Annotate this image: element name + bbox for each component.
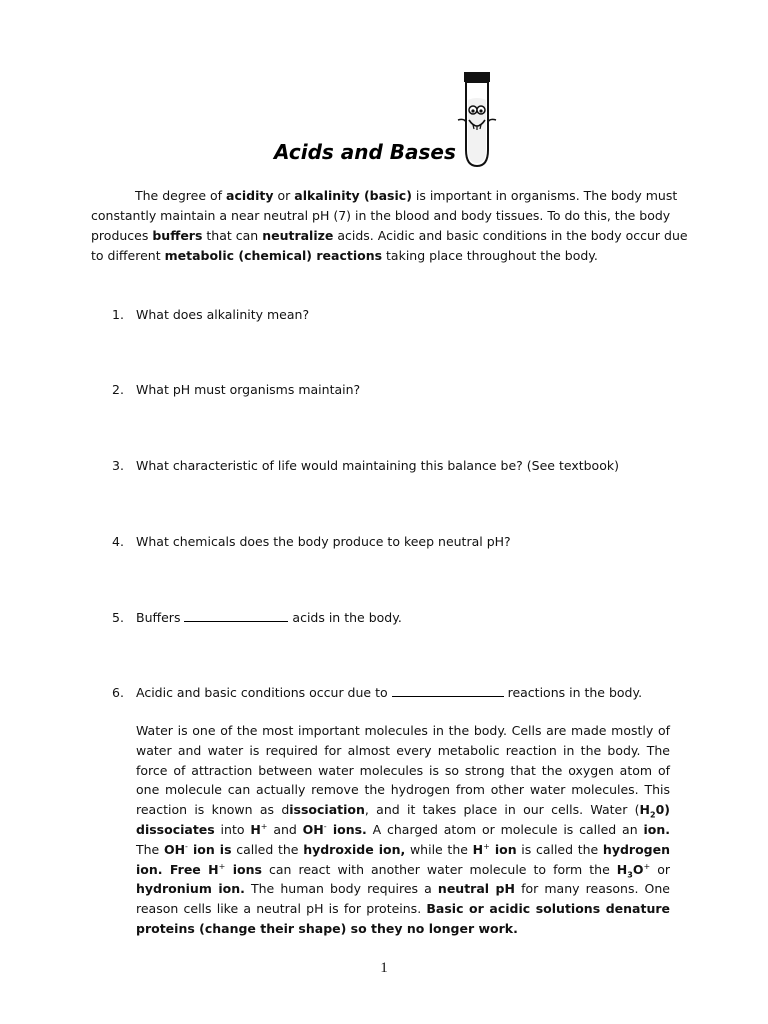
question-6: 6. Acidic and basic conditions occur due to reactions in the body. [112, 685, 643, 700]
page-number: 1 [380, 960, 388, 976]
water-paragraph: Water is one of the most important molecules in the body. Cells are made mostly of water and water is required for almost every metabolic reaction in the body. The force of attraction between water molecules is so strong that the oxygen atom of one molecule can actually remove the hydrogen from other water molecules. This reaction is known as dissociation, and it takes place in our cells. Water $(H_20)$ dissociates into H+ and OH- ions. A charged atom or molecule is called an ion. The OH- ion is called the hydroxide ion, while the H+ ion is called the hydrogen ion. Free H+ ions can react with another water molecule to form the $H_3O^+$ or hydronium ion. The human body requires a neutral pH for many reasons. One reason cells like a neutral pH is for proteins. Basic or acidic solutions denature proteins (change their shape) so they no longer work. [136, 723, 670, 936]
question-1: 1. What does alkalinity mean? [112, 307, 310, 322]
question-2: 2. What pH must organisms maintain? [112, 382, 361, 397]
question-3: 3. What characteristic of life would maintaining this balance be? (See textbook) [112, 458, 619, 473]
intro-paragraph: The degree of acidity or alkalinity (basic) is important in organisms. The body must constantly maintain a near neutral pH (7) in the blood and body tissues. To do this, the body produces buffers that can neutralize acids. Acidic and basic conditions in the body occur due to different metabolic (chemical) reactions taking place throughout the body. [91, 188, 688, 263]
page-title: Acids and Bases [274, 140, 456, 164]
answer-blank[interactable] [392, 683, 504, 697]
answer-blank[interactable] [184, 608, 288, 622]
question-5: 5. Buffers acids in the body. [112, 610, 402, 625]
test-tube-icon [454, 70, 502, 170]
question-4: 4. What chemicals does the body produce to keep neutral pH? [112, 534, 511, 549]
